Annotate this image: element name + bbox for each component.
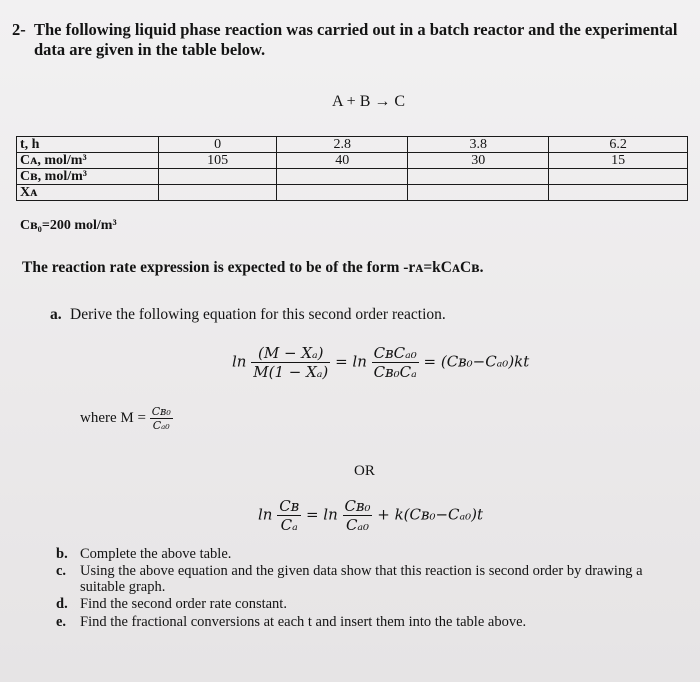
table-cell: 0 — [159, 137, 277, 153]
fraction-denominator: Cₐ — [280, 516, 298, 534]
fraction-numerator: Cʙ₀ — [344, 497, 371, 515]
reaction-equation: A + B → C — [332, 93, 406, 110]
table-cell — [549, 169, 688, 185]
eq-equals-ln: = ln — [305, 505, 338, 524]
table-row — [17, 169, 688, 185]
table-cell: 105 — [159, 153, 277, 169]
part-text: Find the fractional conversions at each t and insert them into the table above. — [80, 614, 527, 630]
eq-ln: ln — [232, 352, 247, 371]
part-c — [56, 563, 680, 595]
part-d — [56, 596, 680, 612]
part-letter: c. — [56, 563, 67, 579]
row-label: Cʙ, mol/m³ — [17, 169, 159, 185]
part-text: Using the above equation and the given data show that this reaction is second order by drawing a suitable graph. — [80, 563, 643, 595]
table-row — [17, 185, 688, 201]
table-cell — [277, 185, 408, 201]
table-cell — [408, 169, 549, 185]
table-cell: 2.8 — [277, 137, 408, 153]
table-row — [17, 137, 688, 153]
table-cell: 3.8 — [408, 137, 549, 153]
table-cell: 40 — [277, 153, 408, 169]
part-b — [56, 546, 680, 562]
fraction-denominator: M(1 − Xₐ) — [253, 363, 329, 381]
part-text: Derive the following equation for this second order reaction. — [70, 306, 446, 323]
row-label: t, h — [17, 137, 159, 153]
equation-2 — [258, 497, 483, 534]
initial-cb-note: Cʙ₀=200 mol/m³ — [20, 218, 117, 233]
eq-rhs: + k(Cʙ₀−Cₐ₀)t — [377, 505, 484, 524]
where-text: where M = — [80, 409, 146, 426]
question-line-1: The following liquid phase reaction was carried out in a batch reactor and the experimental — [34, 20, 678, 39]
eq-equals: = — [335, 352, 348, 371]
where-definition — [80, 405, 173, 432]
mid-fraction — [372, 344, 419, 381]
equation-1 — [232, 344, 529, 381]
table-cell — [159, 185, 277, 201]
part-text: Find the second order rate constant. — [80, 596, 287, 612]
part-text: Complete the above table. — [80, 546, 232, 562]
table-cell — [549, 185, 688, 201]
question-number: 2- — [12, 20, 26, 39]
table-cell: 30 — [408, 153, 549, 169]
cbo-cao-fraction — [343, 497, 373, 534]
fraction-numerator: Cʙ — [279, 497, 300, 515]
eq-rhs: = (Cʙ₀−Cₐ₀)kt — [423, 352, 530, 371]
part-letter: a. — [50, 306, 62, 323]
cb-ca-fraction — [277, 497, 301, 534]
table-cell: 15 — [549, 153, 688, 169]
rate-expression-text: The reaction rate expression is expected to be of the form -rᴀ=kCᴀCʙ. — [22, 259, 484, 276]
question-header — [12, 20, 692, 60]
or-separator: OR — [354, 463, 375, 479]
lhs-fraction — [251, 344, 330, 381]
part-a — [50, 306, 446, 324]
row-label: Cᴀ, mol/m³ — [17, 153, 159, 169]
fraction-denominator: Cₐ₀ — [152, 419, 170, 432]
table-cell — [408, 185, 549, 201]
table-cell — [277, 169, 408, 185]
part-letter: d. — [56, 596, 68, 612]
table-cell — [159, 169, 277, 185]
fraction-denominator: Cₐ₀ — [345, 516, 370, 534]
part-letter: e. — [56, 614, 67, 630]
part-letter: b. — [56, 546, 68, 562]
m-fraction — [150, 405, 173, 432]
question-parts — [56, 546, 680, 630]
table-row — [17, 153, 688, 169]
question-line-2: data are given in the table below. — [34, 40, 266, 59]
eq-ln: ln — [258, 505, 273, 524]
row-label: Xᴀ — [17, 185, 159, 201]
table-cell: 6.2 — [549, 137, 688, 153]
fraction-numerator: Cʙ₀ — [151, 405, 171, 418]
part-e — [56, 614, 680, 630]
data-table — [16, 136, 688, 201]
fraction-numerator: CʙCₐ₀ — [373, 344, 417, 362]
fraction-denominator: Cʙ₀Cₐ — [373, 363, 417, 381]
eq-ln: ln — [352, 352, 367, 371]
fraction-numerator: (M − Xₐ) — [251, 344, 330, 363]
